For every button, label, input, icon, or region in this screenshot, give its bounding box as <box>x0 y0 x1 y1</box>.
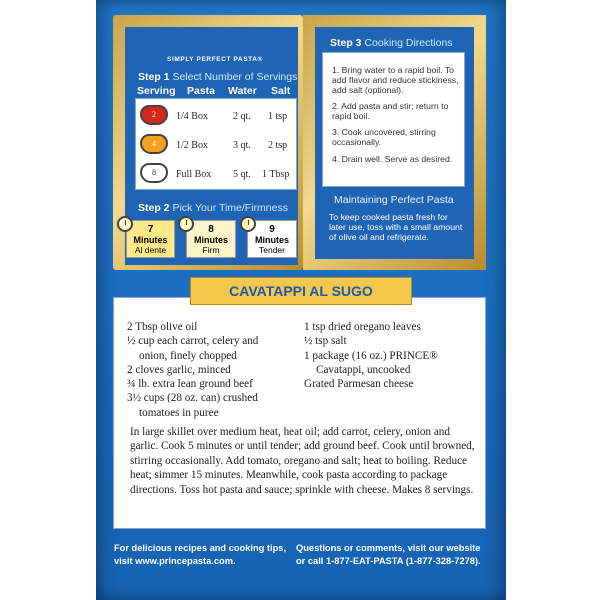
header-salt: Salt <box>271 85 291 97</box>
footer-contact <box>296 542 481 567</box>
ingredients-left <box>127 320 258 420</box>
time-unit: Minutes <box>193 235 228 245</box>
direction-item: 1. Bring water to a rapid boil. To add flavor and reduce stickiness, add salt (optional). <box>332 65 459 95</box>
step3-title: Cooking Directions <box>364 37 453 49</box>
ingredient: 3½ cups (28 oz. can) crushed <box>127 392 258 405</box>
pasta-amount: Full Box <box>176 169 212 180</box>
maintaining-text: To keep cooked pasta fresh for later use, toss with a small amount of olive oil and refrigerate. <box>329 212 463 242</box>
ingredient: ½ tsp salt <box>304 335 347 348</box>
salt-amount: 1 Tbsp <box>262 169 290 180</box>
footer-phone: or call 1-877-EAT-PASTA (1-877-328-7278). <box>296 555 481 566</box>
firmness-label: Firm <box>202 245 220 255</box>
water-amount: 3 qt. <box>233 140 251 151</box>
ingredient: ¾ lb. extra lean ground beef <box>127 378 253 391</box>
serving-count: 2 <box>152 110 156 119</box>
serving-count: 8 <box>152 168 156 177</box>
firmness-label: Tender <box>259 245 285 255</box>
servings-row <box>136 101 296 131</box>
maintaining-title: Maintaining Perfect Pasta <box>334 194 454 206</box>
time-number: 8 <box>208 224 214 235</box>
clock-icon <box>117 216 133 232</box>
servings-table <box>135 98 297 190</box>
time-unit: Minutes <box>133 235 168 245</box>
header-serving: Serving <box>137 85 176 97</box>
pot-icon <box>140 134 168 154</box>
ingredient: ½ cup each carrot, celery and <box>127 335 259 348</box>
header-pasta: Pasta <box>187 85 216 97</box>
step2-heading <box>138 202 288 214</box>
step3-heading <box>330 37 453 49</box>
direction-item: 4. Drain well. Serve as desired. <box>332 154 453 164</box>
ingredient: Grated Parmesan cheese <box>304 378 414 391</box>
brand-tagline: SIMPLY PERFECT PASTA® <box>167 56 263 63</box>
pasta-amount: 1/2 Box <box>176 140 208 151</box>
clock-icon <box>240 216 256 232</box>
direction-item: 2. Add pasta and stir; return to rapid boil. <box>332 101 449 121</box>
step1-heading <box>138 71 297 83</box>
ingredients-right <box>304 320 438 391</box>
footer-text: For delicious recipes and cooking tips, <box>114 543 287 553</box>
step2-label: Step 2 <box>138 202 170 214</box>
ingredient: 2 cloves garlic, minced <box>127 363 231 376</box>
ingredient: 1 tsp dried oregano leaves <box>304 321 421 333</box>
step2-title: Pick Your Time/Firmness <box>172 202 288 214</box>
ingredient: Cavatappi, uncooked <box>316 363 411 376</box>
pot-icon <box>140 163 168 183</box>
serving-count: 4 <box>152 139 156 148</box>
step3-label: Step 3 <box>330 37 362 49</box>
recipe-title: CAVATAPPI AL SUGO <box>190 277 412 305</box>
recipe-instructions: In large skillet over medium heat, heat oil; add carrot, celery, onion and garlic. Cook 5 minutes or until tender; add ground beef. Cook until browned, stirring occasionally. Add tomato, oregano and salt; heat to boiling. Reduce heat; simmer 15 minutes. Meanwhile, cook pasta according to package directions. Toss hot pasta and sauce; sprinkle with cheese. Makes 8 servings. <box>130 426 475 496</box>
ingredient: 2 Tbsp olive oil <box>127 321 198 333</box>
servings-row <box>136 130 296 160</box>
firmness-label: Al dente <box>134 245 167 255</box>
footer-website <box>114 542 286 567</box>
time-option-al-dente <box>126 220 175 258</box>
ingredient: tomatoes in puree <box>139 406 219 419</box>
time-number: 9 <box>269 224 275 235</box>
footer-text: Questions or comments, visit our website <box>296 543 481 553</box>
salt-amount: 1 tsp <box>268 111 288 122</box>
pasta-amount: 1/4 Box <box>176 111 208 122</box>
direction-item: 3. Cook uncovered, stirring occasionally. <box>332 127 436 147</box>
water-amount: 5 qt. <box>233 169 251 180</box>
ingredient: onion, finely chopped <box>139 349 237 362</box>
servings-row <box>136 159 296 189</box>
water-amount: 2 qt. <box>233 111 251 122</box>
time-number: 7 <box>147 224 154 235</box>
ingredient: 1 package (16 oz.) PRINCE® <box>304 349 438 362</box>
clock-icon <box>178 216 194 232</box>
header-water: Water <box>228 85 257 97</box>
step1-label: Step 1 <box>138 71 170 83</box>
footer-link[interactable]: visit www.princepasta.com. <box>114 555 236 566</box>
pot-icon <box>140 105 168 125</box>
cooking-directions <box>322 52 465 187</box>
salt-amount: 2 tsp <box>268 140 288 151</box>
time-unit: Minutes <box>254 235 289 245</box>
step1-title: Select Number of Servings <box>172 71 298 83</box>
